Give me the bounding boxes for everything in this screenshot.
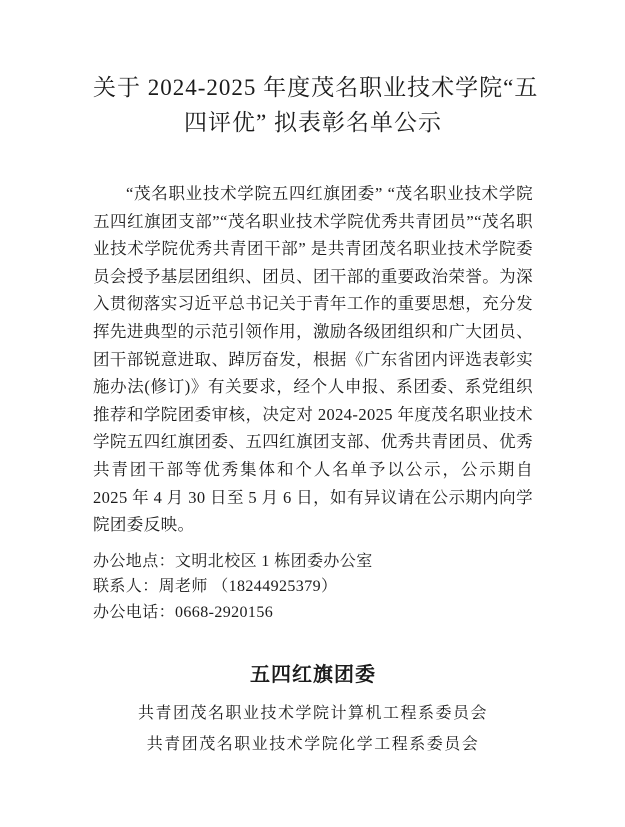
document-title-line-1: 关于 2024-2025 年度茂名职业技术学院“五 (93, 75, 539, 100)
award-recipient: 共青团茂名职业技术学院计算机工程系委员会 (137, 705, 488, 723)
document-title-line-2: 四评优” 拟表彰名单公示 (184, 110, 442, 135)
contact-person: 联系人：周老师 （18244925379） (93, 578, 338, 596)
award-recipient: 共青团茂名职业技术学院化学工程系委员会 (146, 736, 480, 754)
award-category-heading: 五四红旗团委 (250, 664, 376, 687)
body-paragraph: “茂名职业技术学院五四红旗团委” “茂名职业技术学院五四红旗团支部”“茂名职业技术学院优秀共青团员”“茂名职业技术学院优秀共青团干部” 是共青团茂名职业技术学院委员会授予基层团组织、团员、团干部的重要政治荣誉。为深入贯彻落实习近平总书记关于青年工作的重要思想，充分发挥先进典型的示范引领作用，激励各级团组织和广大团员、团干部锐意进取、踔厉奋发，根据《广东省团内评选表彰实施办法(修订)》有关要求，经个人申报、系团委、系党组织推荐和学院团委审核，决定对 2024-2025 年度茂名职业技术学院五四红旗团委、五四红旗团支部、优秀共青团员、优秀共青团干部等优秀集体和个人名单予以公示，公示期自 2025 年 4 月 30 日至 5 月 6 日，如有异议请在公示期内向学院团委反映。 (93, 184, 533, 535)
contact-info-block (93, 549, 533, 626)
contact-office-phone: 办公电话：0668-2920156 (93, 603, 274, 621)
document-title (93, 70, 539, 140)
contact-office-location: 办公地点：文明北校区 1 栋团委办公室 (93, 552, 373, 570)
award-recipient-list (93, 698, 533, 760)
